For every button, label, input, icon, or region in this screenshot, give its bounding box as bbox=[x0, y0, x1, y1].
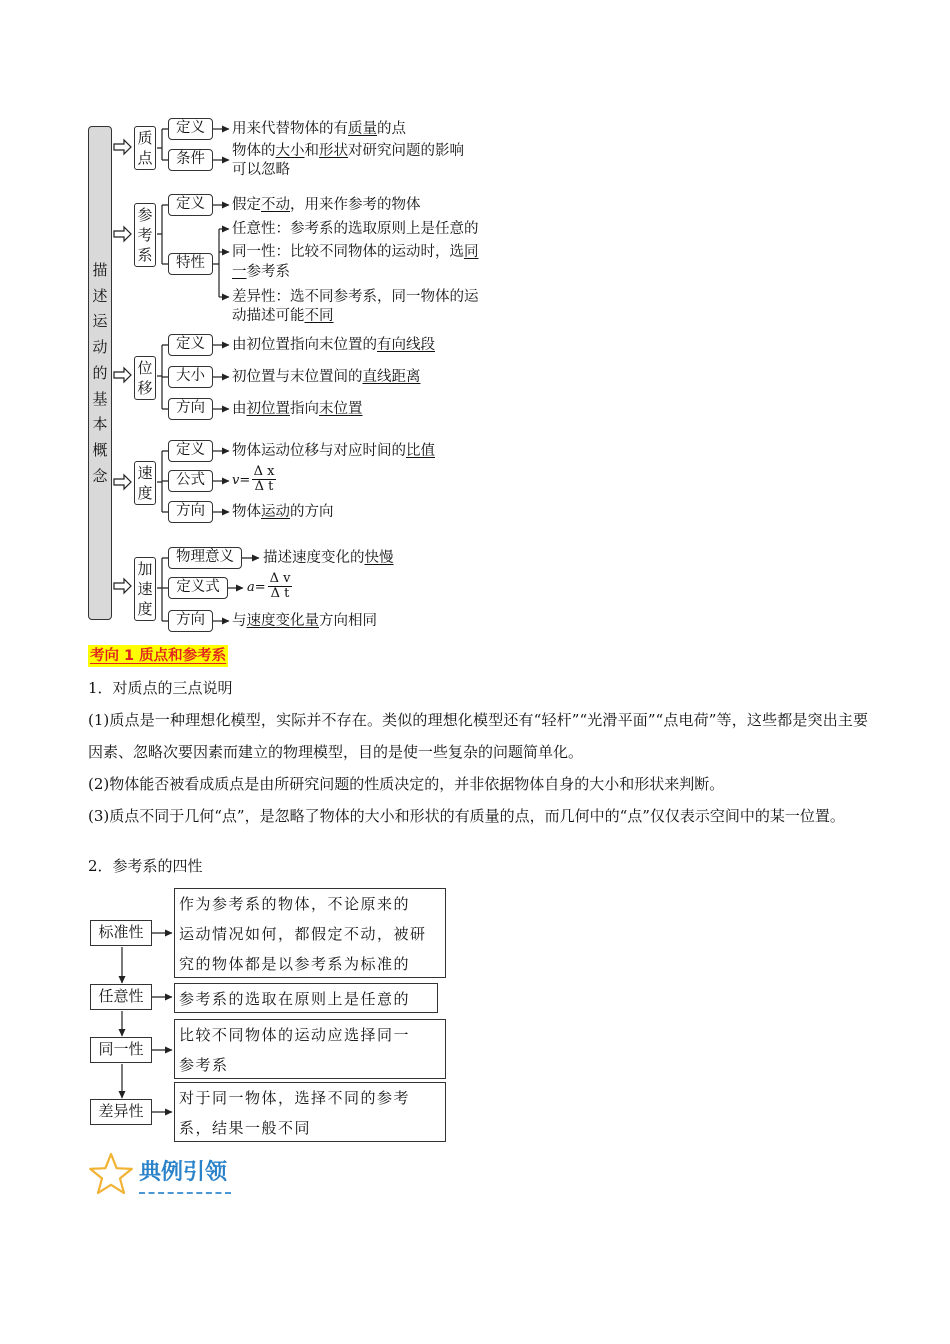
displacement-magnitude-text: 初位置与末位置间的直线距离 bbox=[232, 369, 421, 385]
acceleration-formula-denominator: Δ t bbox=[268, 586, 292, 601]
concept-acceleration: 加 速 度 bbox=[134, 557, 156, 621]
frame-definition-label: 定义 bbox=[168, 194, 213, 216]
particle-condition-text-2: 可以忽略 bbox=[232, 162, 290, 178]
property-difference-label: 差异性 bbox=[90, 1099, 152, 1125]
item1-title: 1．对质点的三点说明 bbox=[88, 679, 233, 697]
frame-property-difference-1: 差异性：选不同参考系，同一物体的运 bbox=[232, 289, 479, 305]
star-outline-icon bbox=[88, 1152, 134, 1196]
property-difference-line-1: 对于同一物体，选择不同的参考 bbox=[179, 1089, 411, 1107]
example-title: 典例引领 bbox=[139, 1160, 228, 1185]
acceleration-formula-lhs: a= bbox=[247, 580, 266, 595]
acceleration-meaning-label: 物理意义 bbox=[168, 547, 242, 569]
property-unity-line-2: 参考系 bbox=[179, 1056, 229, 1074]
frame-definition-text: 假定不动，用来作参考的物体 bbox=[232, 197, 421, 213]
example-title-underline bbox=[139, 1192, 231, 1194]
displacement-direction-text: 由初位置指向末位置 bbox=[232, 401, 363, 417]
displacement-direction-label: 方向 bbox=[168, 398, 213, 420]
property-difference-desc bbox=[174, 1082, 446, 1142]
velocity-direction-label: 方向 bbox=[168, 501, 213, 523]
particle-definition-text: 用来代替物体的有质量的点 bbox=[232, 121, 406, 137]
property-standard-line-3: 究的物体都是以参考系为标准的 bbox=[179, 955, 411, 973]
property-unity-label: 同一性 bbox=[90, 1037, 152, 1063]
concept-velocity: 速 度 bbox=[134, 461, 156, 505]
item1-paragraph-3: (3)质点不同于几何“点”，是忽略了物体的大小和形状的有质量的点，而几何中的“点”仅仅表示空间中的某一位置。 bbox=[88, 807, 845, 825]
property-difference-line-2: 系，结果一般不同 bbox=[179, 1119, 312, 1137]
property-standard-desc bbox=[174, 888, 446, 978]
frame-property-difference-2: 动描述可能不同 bbox=[232, 308, 334, 324]
velocity-definition-label: 定义 bbox=[168, 440, 213, 462]
frame-property-unity-1: 同一性：比较不同物体的运动时，选同 bbox=[232, 244, 479, 260]
acceleration-formula-numerator: Δ v bbox=[269, 571, 291, 586]
particle-condition-text-1: 物体的大小和形状对研究问题的影响 bbox=[232, 143, 464, 159]
velocity-definition-text: 物体运动位移与对应时间的比值 bbox=[232, 443, 435, 459]
velocity-formula-lhs: v= bbox=[232, 473, 251, 488]
displacement-definition-label: 定义 bbox=[168, 334, 213, 356]
property-standard-label: 标准性 bbox=[90, 920, 152, 946]
property-arbitrary-desc bbox=[174, 983, 438, 1013]
main-concept-label: 描 述 运 动 的 基 本 概 念 bbox=[92, 261, 108, 485]
concept-particle: 质 点 bbox=[134, 126, 156, 170]
frame-property-unity-2: 一参考系 bbox=[232, 264, 290, 280]
particle-condition-label: 条件 bbox=[168, 149, 213, 171]
particle-definition-label: 定义 bbox=[168, 118, 213, 140]
displacement-definition-text: 由初位置指向末位置的有向线段 bbox=[232, 337, 435, 353]
acceleration-meaning-text: 描述速度变化的快慢 bbox=[263, 550, 394, 566]
concept-displacement: 位 移 bbox=[134, 356, 156, 400]
velocity-formula-numerator: Δ x bbox=[253, 464, 275, 479]
velocity-formula-denominator: Δ t bbox=[252, 479, 276, 494]
item1-paragraph-1: (1)质点是一种理想化模型，实际并不存在。类似的理想化模型还有“轻杆”“光滑平面”“点电荷”等，这些都是突出主要因素、忽略次要因素而建立的物理模型，目的是使一些复杂的问题简单化。 bbox=[88, 711, 868, 761]
property-arbitrary-label: 任意性 bbox=[90, 984, 152, 1010]
velocity-direction-text: 物体运动的方向 bbox=[232, 504, 334, 520]
frame-property-arbitrary: 任意性：参考系的选取原则上是任意的 bbox=[232, 221, 479, 237]
acceleration-direction-label: 方向 bbox=[168, 610, 213, 632]
property-unity-desc bbox=[174, 1019, 446, 1079]
frame-property-label: 特性 bbox=[168, 253, 213, 275]
acceleration-direction-text: 与速度变化量方向相同 bbox=[232, 613, 377, 629]
property-arbitrary-line-1: 参考系的选取在原则上是任意的 bbox=[179, 990, 411, 1008]
property-standard-line-2: 运动情况如何，都假定不动，被研 bbox=[179, 925, 427, 943]
displacement-magnitude-label: 大小 bbox=[168, 366, 213, 388]
property-unity-line-1: 比较不同物体的运动应选择同一 bbox=[179, 1026, 411, 1044]
item2-title: 2．参考系的四性 bbox=[88, 857, 203, 875]
property-standard-line-1: 作为参考系的物体，不论原来的 bbox=[179, 895, 411, 913]
item1-paragraph-2: (2)物体能否被看成质点是由所研究问题的性质决定的，并非依据物体自身的大小和形状来判断。 bbox=[88, 775, 725, 793]
concept-reference-frame: 参 考 系 bbox=[134, 203, 156, 267]
velocity-formula-label: 公式 bbox=[168, 470, 213, 492]
section-heading: 考向 1 质点和参考系 bbox=[88, 645, 228, 667]
acceleration-formula-label: 定义式 bbox=[168, 577, 228, 599]
